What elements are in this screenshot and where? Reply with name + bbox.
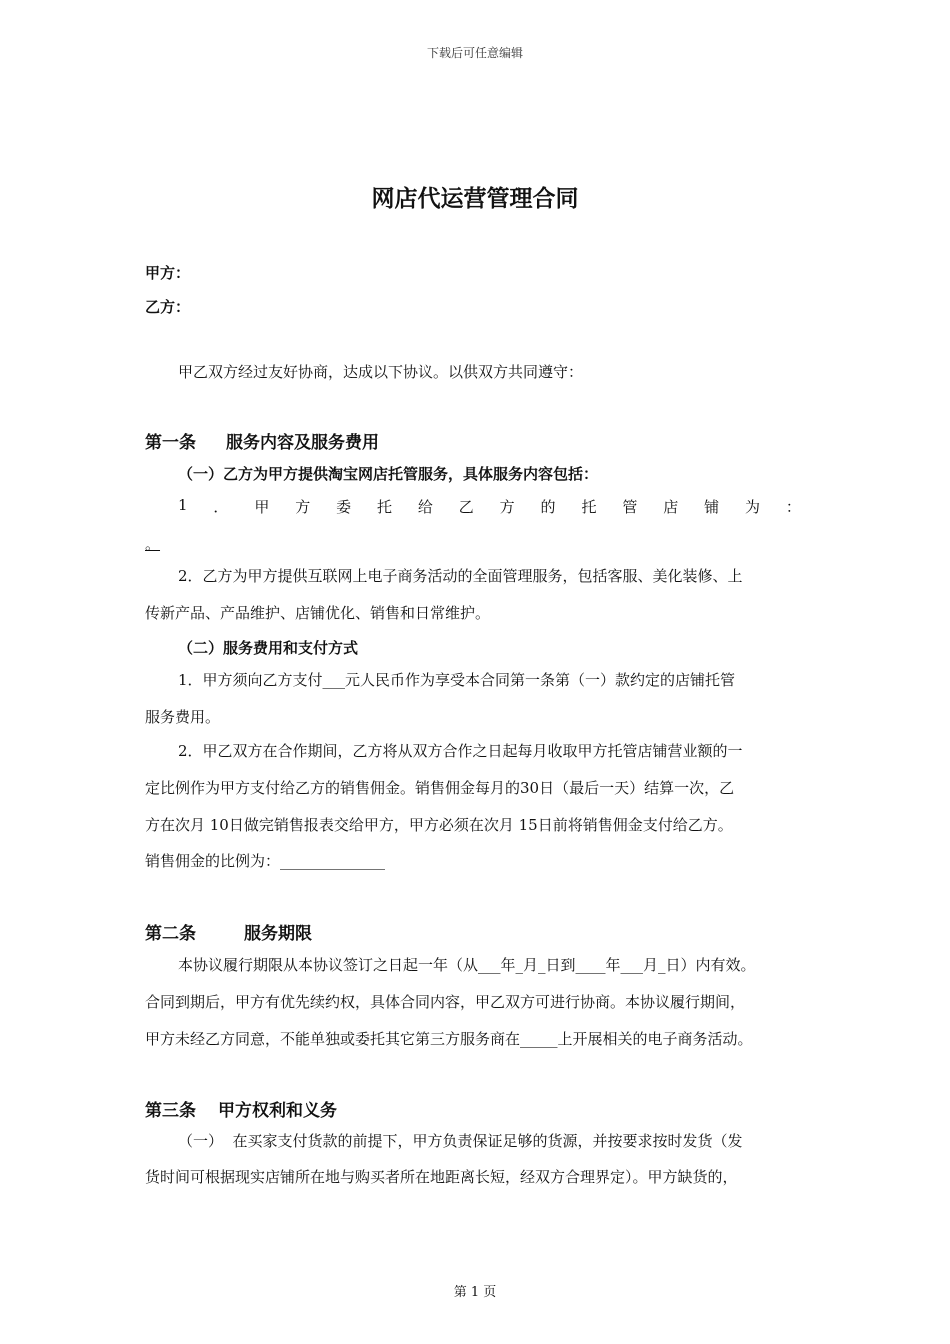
payment-1-line-1: 1．甲方须向乙方支付___元人民币作为享受本合同第一条第（一）款约定的店铺托管 — [178, 671, 736, 689]
section-1-heading — [145, 428, 379, 453]
payment-1-line-2: 服务费用。 — [145, 708, 221, 726]
item-1-char: ． — [213, 498, 229, 516]
section-3-heading — [145, 1096, 337, 1121]
document-title: 网店代运营管理合同 — [371, 186, 579, 212]
item-1-char: 方 — [295, 498, 311, 516]
item-2-line-1: 2．乙方为甲方提供互联网上电子商务活动的全面管理服务，包括客服、美化装修、上 — [178, 567, 743, 585]
item-1-char: 为 — [745, 498, 761, 516]
section-2-number: 第二条 — [145, 924, 196, 944]
item-1-char: 托 — [376, 498, 392, 516]
section-2-line-1: 本协议履行期限从本协议签订之日起一年（从___年_月_日到____年___月_日）内有效。 — [178, 956, 756, 974]
item-1-justified-line — [178, 496, 801, 517]
party-a-label: 甲方： — [145, 264, 191, 282]
section-2-name: 服务期限 — [244, 924, 312, 944]
page-header: 下载后可任意编辑 — [426, 46, 523, 60]
item-1-char: 方 — [499, 498, 515, 516]
clause-2-heading: （二）服务费用和支付方式 — [178, 639, 359, 657]
item-1-char: 管 — [622, 498, 638, 516]
section-3-line-1: （一） 在买家支付货款的前提下，甲方负责保证足够的货源，并按要求按时发货（发 — [178, 1132, 743, 1150]
section-3-line-2: 货时间可根据现实店铺所在地与购买者所在地距离长短，经双方合理界定）。甲方缺货的， — [145, 1168, 738, 1186]
section-3-name: 甲方权利和义务 — [218, 1101, 337, 1121]
page-footer: 第 1 页 — [453, 1285, 497, 1300]
section-2-heading — [145, 919, 312, 944]
item-1-char: 甲 — [254, 498, 270, 516]
item-1-char: 铺 — [704, 498, 720, 516]
clause-1-heading: （一）乙方为甲方提供淘宝网店托管服务，具体服务内容包括： — [178, 465, 599, 483]
section-1-number: 第一条 — [145, 433, 196, 453]
item-1-char: 乙 — [458, 498, 474, 516]
item-2-line-2: 传新产品、产品维护、店铺优化、销售和日常维护。 — [145, 604, 491, 622]
item-1-char: 委 — [336, 498, 352, 516]
payment-2-line-1: 2．甲乙双方在合作期间，乙方将从双方合作之日起每月收取甲方托管店铺营业额的一 — [178, 742, 743, 760]
section-1-name: 服务内容及服务费用 — [226, 433, 379, 453]
section-2-line-3: 甲方未经乙方同意，不能单独或委托其它第三方服务商在_____上开展相关的电子商务活动。 — [145, 1030, 753, 1048]
payment-2-line-3: 方在次月 10日做完销售报表交给甲方，甲方必须在次月 15日前将销售佣金支付给乙方。 — [145, 816, 733, 834]
item-1-char: 的 — [540, 498, 556, 516]
item-1-char: 托 — [581, 498, 597, 516]
item-1-char: 店 — [663, 498, 679, 516]
party-b-label: 乙方： — [145, 298, 191, 316]
item-1-char: 给 — [417, 498, 433, 516]
section-3-number: 第三条 — [145, 1101, 196, 1121]
item-1-char: 1 — [178, 496, 188, 514]
item-1-end: 。 — [145, 535, 161, 553]
intro-paragraph: 甲乙双方经过友好协商，达成以下协议。以供双方共同遵守： — [178, 363, 584, 381]
payment-2-line-2: 定比例作为甲方支付给乙方的销售佣金。销售佣金每月的30日（最后一天）结算一次，乙 — [145, 779, 735, 797]
section-2-line-2: 合同到期后，甲方有优先续约权，具体合同内容，甲乙双方可进行协商。本协议履行期间， — [145, 993, 746, 1011]
item-1-char: ： — [785, 498, 801, 516]
payment-2-line-4: 销售佣金的比例为：______________ — [145, 852, 386, 870]
